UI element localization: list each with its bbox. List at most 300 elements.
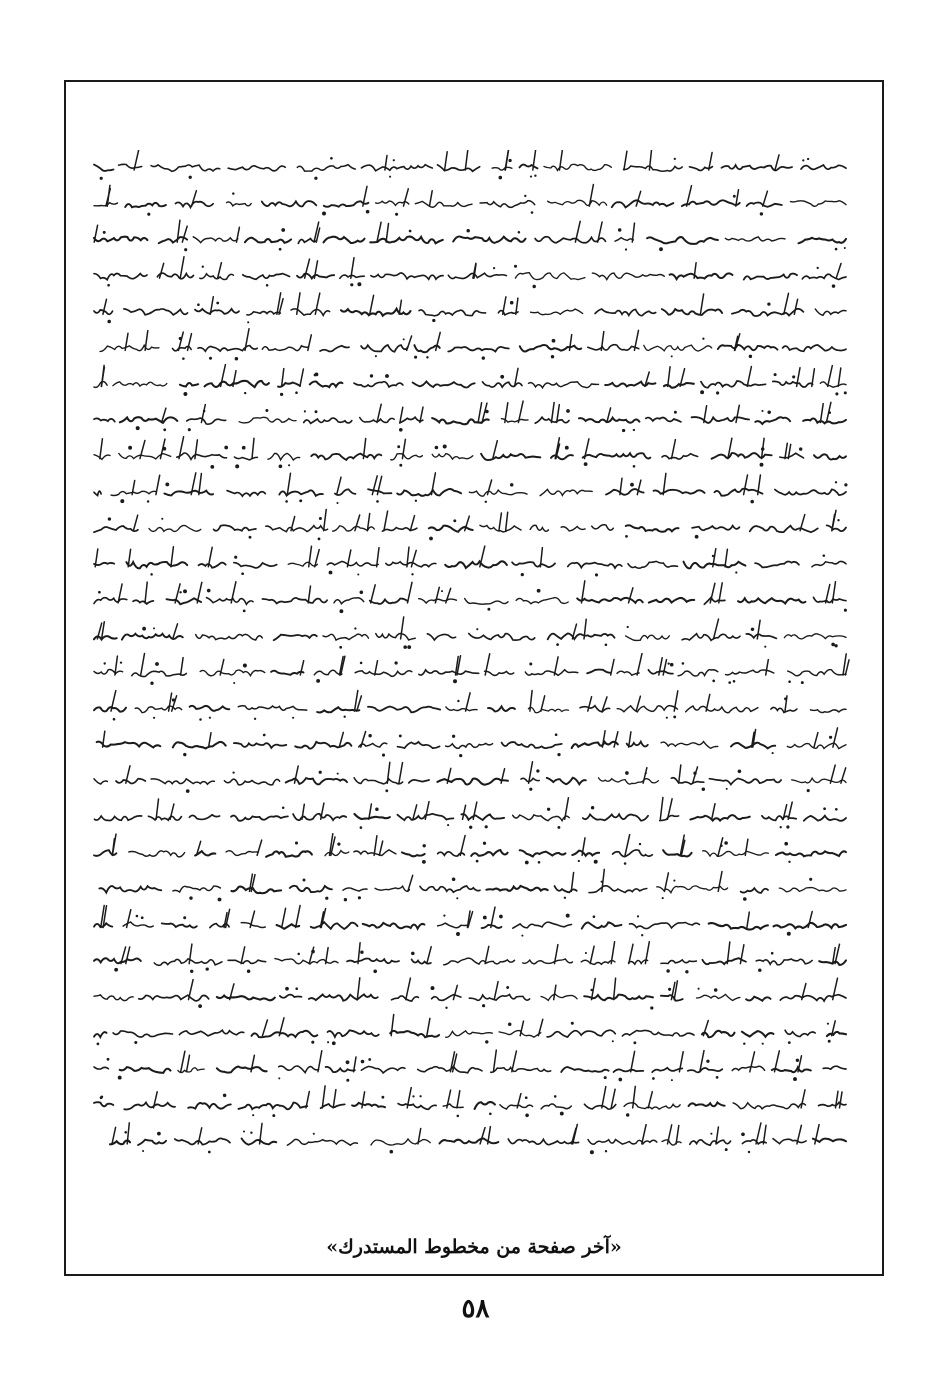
ink-dot (107, 284, 110, 287)
ink-dot (767, 302, 770, 305)
ink-stroke (334, 598, 364, 604)
ink-dot (150, 573, 153, 576)
ink-stroke (401, 617, 404, 639)
ink-dot (552, 339, 556, 343)
ink-stroke (296, 906, 301, 928)
ink-stroke (775, 489, 846, 495)
manuscript-line (94, 1050, 846, 1082)
ink-stroke (94, 779, 107, 784)
ink-stroke (324, 201, 369, 206)
ink-stroke (614, 978, 616, 1000)
ink-stroke (94, 958, 141, 963)
ink-stroke (654, 490, 705, 494)
ink-stroke (333, 1090, 336, 1108)
ink-dot (682, 662, 685, 665)
ink-stroke (661, 960, 696, 964)
ink-dot (304, 410, 306, 412)
ink-stroke (561, 527, 585, 531)
manuscript-line (94, 1015, 846, 1046)
ink-dot (590, 989, 592, 991)
ink-stroke (636, 191, 641, 206)
ink-dot (529, 788, 532, 791)
ink-dot (482, 1004, 485, 1007)
ink-stroke (239, 1103, 308, 1110)
ink-stroke (448, 347, 509, 352)
ink-dot (399, 734, 402, 737)
ink-stroke (648, 670, 673, 674)
ink-stroke (592, 273, 664, 279)
manuscript-line (94, 1086, 846, 1117)
ink-dot (303, 879, 306, 882)
ink-dot (243, 664, 247, 668)
ink-stroke (784, 293, 789, 314)
ink-stroke (535, 237, 605, 243)
ink-dot (147, 500, 149, 502)
ink-stroke (845, 660, 849, 675)
ink-stroke (780, 995, 846, 1001)
ink-stroke (465, 599, 508, 605)
ink-stroke (525, 670, 578, 676)
ink-dot (295, 391, 298, 394)
ink-dot (207, 589, 211, 593)
ink-dot (724, 841, 728, 845)
ink-stroke (218, 263, 222, 279)
ink-stroke (808, 912, 812, 928)
manuscript-line (94, 401, 846, 432)
ink-stroke (252, 438, 254, 458)
ink-dot (128, 446, 132, 450)
ink-stroke (189, 815, 219, 820)
ink-stroke (626, 635, 670, 640)
ink-stroke (148, 816, 181, 820)
ink-stroke (652, 1068, 682, 1072)
ink-dot (415, 500, 417, 502)
ink-dot (206, 967, 209, 970)
ink-dot (426, 356, 428, 358)
ink-stroke (199, 474, 202, 495)
ink-stroke (493, 1050, 496, 1072)
ink-stroke (773, 381, 813, 387)
ink-dot (382, 754, 385, 757)
ink-dot (844, 609, 847, 612)
ink-stroke (520, 165, 538, 169)
ink-dot (706, 1060, 709, 1063)
ink-stroke (595, 309, 656, 316)
ink-dot (659, 247, 663, 251)
ink-dot (316, 679, 320, 683)
ink-dot (141, 916, 144, 919)
ink-stroke (502, 742, 562, 748)
ink-stroke (783, 345, 846, 351)
manuscript-line (94, 220, 846, 251)
ink-dot (100, 177, 103, 180)
ink-dot (263, 734, 265, 736)
ink-stroke (157, 273, 193, 279)
ink-dot (163, 428, 166, 431)
ink-stroke (125, 203, 166, 207)
ink-dot (828, 1040, 831, 1043)
ink-dot (476, 860, 479, 863)
ink-stroke (372, 476, 377, 495)
ink-stroke (310, 381, 343, 387)
ink-stroke (599, 778, 659, 784)
ink-dot (733, 195, 736, 198)
ink-stroke (432, 454, 473, 459)
ink-dot (107, 320, 111, 324)
ink-dot (720, 844, 723, 847)
ink-stroke (583, 453, 651, 458)
ink-stroke (633, 1086, 636, 1108)
ink-dot (429, 537, 433, 541)
ink-stroke (483, 382, 523, 387)
ink-stroke (169, 693, 172, 711)
ink-dot (390, 1150, 394, 1154)
ink-dot (627, 626, 629, 628)
ink-dot (266, 284, 269, 287)
ink-dot (725, 1148, 728, 1151)
ink-stroke (181, 658, 184, 675)
ink-stroke (662, 454, 698, 459)
ink-dot (368, 734, 371, 737)
ink-stroke (94, 273, 147, 279)
ink-dot (103, 231, 106, 234)
ink-stroke (637, 654, 642, 675)
ink-stroke (189, 980, 194, 1000)
ink-dot (394, 661, 397, 664)
ink-dot (209, 357, 212, 360)
ink-stroke (649, 598, 694, 603)
ink-stroke (709, 778, 781, 784)
ink-stroke (523, 959, 573, 964)
ink-dot (188, 428, 191, 431)
ink-dot (134, 1041, 137, 1044)
ink-stroke (164, 491, 213, 496)
ink-dot (585, 952, 587, 954)
ink-stroke (828, 366, 833, 387)
ink-stroke (503, 297, 506, 314)
ink-stroke (268, 453, 300, 460)
ink-dot (319, 517, 322, 520)
ink-stroke (820, 382, 846, 387)
ink-stroke (357, 978, 360, 1000)
ink-stroke (406, 978, 411, 1000)
ink-dot (844, 391, 847, 394)
ink-dot (557, 826, 560, 829)
ink-stroke (486, 886, 547, 891)
ink-dot (796, 1059, 799, 1062)
ink-dot (530, 176, 532, 178)
ink-dot (198, 1004, 202, 1008)
ink-dot (531, 211, 534, 214)
ink-dot (203, 410, 206, 413)
ink-dot (564, 897, 566, 899)
ink-stroke (688, 1068, 723, 1072)
ink-stroke (446, 743, 493, 748)
ink-stroke (371, 273, 443, 279)
ink-dot (693, 772, 696, 775)
ink-stroke (94, 1067, 109, 1069)
ink-stroke (399, 763, 403, 784)
ink-stroke (113, 382, 167, 386)
ink-dot (115, 968, 118, 971)
ink-dot (295, 987, 298, 990)
ink-stroke (419, 599, 457, 603)
ink-stroke (94, 526, 138, 532)
ink-stroke (678, 670, 718, 676)
ink-stroke (801, 165, 846, 169)
ink-dot (210, 465, 214, 469)
ink-stroke (371, 585, 376, 603)
ink-stroke (785, 1030, 815, 1036)
ink-stroke (702, 1031, 735, 1037)
ink-dot (809, 878, 812, 881)
ink-dot (748, 1151, 750, 1153)
manuscript-line (94, 906, 846, 937)
ink-stroke (145, 331, 148, 351)
ink-dot (370, 374, 373, 377)
ink-dot (670, 663, 674, 667)
ink-dot (487, 608, 490, 611)
ink-stroke (179, 1030, 243, 1036)
ink-dot (452, 735, 455, 738)
ink-stroke (100, 345, 159, 351)
ink-stroke (239, 417, 296, 423)
ink-dot (459, 754, 462, 757)
ink-stroke (661, 742, 718, 749)
ink-stroke (732, 309, 803, 316)
ink-stroke (188, 1103, 231, 1109)
ink-stroke (716, 1127, 718, 1144)
ink-dot (823, 554, 826, 557)
ink-stroke (440, 1138, 499, 1143)
ink-dot (761, 447, 765, 451)
ink-stroke (788, 670, 846, 676)
ink-stroke (466, 693, 471, 711)
ink-dot (184, 248, 187, 251)
ink-dot (612, 1040, 614, 1042)
ink-dot (591, 806, 594, 809)
ink-dot (799, 447, 802, 450)
ink-dot (431, 986, 435, 990)
ink-stroke (704, 406, 707, 423)
ink-dot (625, 771, 629, 775)
ink-stroke (592, 525, 614, 530)
ink-stroke (448, 273, 506, 278)
ink-stroke (262, 201, 317, 206)
manuscript-line (110, 1123, 846, 1154)
ink-dot (476, 628, 478, 630)
ink-dot (483, 916, 487, 920)
ink-stroke (469, 490, 527, 496)
ink-stroke (427, 947, 431, 964)
ink-stroke (732, 1066, 764, 1070)
ink-dot (403, 338, 405, 340)
ink-stroke (328, 1030, 379, 1037)
ink-stroke (612, 200, 674, 207)
ink-dot (532, 285, 535, 288)
ink-dot (601, 881, 603, 883)
ink-stroke (814, 454, 846, 459)
ink-stroke (520, 345, 581, 352)
ink-stroke (193, 237, 238, 243)
ink-dot (506, 986, 509, 989)
ink-dot (209, 717, 211, 719)
manuscript-line (94, 473, 847, 504)
ink-stroke (624, 166, 683, 171)
ink-dot (280, 393, 283, 396)
ink-stroke (520, 850, 566, 856)
manuscript-line (94, 978, 846, 1010)
ink-dot (633, 1041, 636, 1044)
ink-dot (674, 158, 676, 160)
ink-stroke (132, 671, 187, 676)
ink-dot (483, 842, 486, 845)
ink-stroke (352, 1103, 385, 1107)
ink-stroke (491, 1067, 551, 1072)
ink-stroke (630, 923, 700, 929)
ink-stroke (481, 454, 540, 460)
manuscript-line (94, 691, 846, 721)
ink-stroke (493, 441, 498, 459)
ink-dot (136, 915, 139, 918)
ink-dot (780, 826, 782, 828)
ink-stroke (343, 888, 367, 891)
ink-dot (832, 284, 835, 287)
ink-stroke (836, 264, 841, 279)
ink-dot (325, 897, 328, 900)
ink-stroke (195, 440, 198, 459)
ink-dot (375, 808, 379, 812)
ink-stroke (327, 561, 378, 566)
ink-dot (525, 861, 529, 865)
ink-stroke (326, 948, 329, 964)
ink-stroke (772, 1068, 811, 1073)
ink-stroke (282, 369, 284, 387)
ink-stroke (773, 1139, 806, 1144)
ink-stroke (736, 405, 739, 422)
ink-dot (749, 355, 752, 358)
ink-dot (435, 446, 439, 450)
ink-stroke (337, 477, 341, 494)
ink-dot (605, 1150, 607, 1152)
ink-stroke (738, 598, 805, 603)
ink-stroke (530, 525, 548, 531)
ink-stroke (785, 443, 787, 458)
ink-stroke (827, 1032, 846, 1036)
ink-stroke (287, 473, 290, 494)
ink-dot (329, 571, 333, 575)
ink-dot (183, 916, 186, 919)
ink-stroke (224, 779, 279, 785)
ink-stroke (407, 336, 412, 350)
ink-stroke (234, 743, 286, 748)
ink-stroke (375, 886, 409, 891)
ink-stroke (494, 982, 498, 1000)
ink-dot (625, 248, 627, 250)
ink-stroke (745, 839, 748, 855)
ink-dot (525, 1113, 529, 1117)
ink-stroke (295, 742, 351, 749)
ink-dot (281, 228, 285, 232)
ink-stroke (820, 404, 823, 423)
ink-stroke (819, 1102, 847, 1106)
ink-stroke (363, 923, 425, 929)
ink-stroke (100, 439, 103, 459)
ink-dot (524, 195, 526, 197)
ink-stroke (376, 633, 415, 639)
ink-stroke (551, 455, 573, 459)
ink-dot (443, 914, 445, 916)
manuscript-line (94, 942, 846, 974)
ink-dot (155, 662, 159, 666)
ink-stroke (435, 587, 439, 603)
ink-stroke (804, 816, 846, 821)
ink-stroke (622, 1030, 694, 1036)
ink-stroke (247, 311, 281, 315)
ink-stroke (232, 887, 282, 894)
ink-dot (120, 661, 122, 663)
ink-stroke (116, 779, 145, 784)
ink-stroke (792, 778, 846, 783)
ink-dot (626, 1113, 629, 1116)
manuscript-image (90, 150, 850, 1170)
ink-stroke (192, 191, 197, 206)
ink-dot (235, 357, 238, 360)
ink-dot (666, 969, 669, 972)
ink-stroke (413, 382, 475, 388)
ink-dot (161, 518, 163, 520)
ink-stroke (180, 383, 198, 387)
manuscript-line (94, 762, 846, 793)
ink-dot (764, 646, 766, 648)
ink-dot (279, 248, 282, 251)
ink-dot (710, 1133, 712, 1135)
ink-dot (456, 932, 460, 936)
ink-dot (489, 1113, 492, 1116)
ink-stroke (838, 368, 841, 386)
ink-stroke (602, 1087, 606, 1108)
ink-dot (183, 589, 187, 593)
ink-stroke (238, 706, 306, 710)
manuscript-line (94, 617, 846, 649)
ink-dot (671, 355, 673, 357)
ink-stroke (119, 453, 171, 459)
ink-stroke (787, 743, 846, 748)
ink-stroke (833, 978, 838, 999)
ink-stroke (689, 1103, 725, 1107)
ink-dot (100, 1096, 103, 1099)
ink-stroke (463, 805, 466, 819)
ink-dot (208, 1151, 211, 1154)
ink-dot (514, 265, 517, 268)
ink-stroke (725, 549, 727, 567)
ink-dot (97, 1043, 100, 1046)
ink-stroke (746, 997, 770, 1001)
ink-stroke (756, 1123, 761, 1144)
ink-stroke (682, 200, 740, 206)
ink-dot (412, 1095, 414, 1097)
ink-stroke (126, 562, 187, 568)
ink-stroke (690, 1140, 731, 1145)
ink-dot (337, 843, 340, 846)
ink-stroke (234, 563, 277, 568)
ink-dot (407, 645, 411, 649)
ink-dot (136, 426, 140, 430)
ink-dot (311, 950, 315, 954)
ink-stroke (375, 661, 378, 675)
ink-dot (828, 411, 831, 414)
ink-dot (360, 591, 364, 595)
